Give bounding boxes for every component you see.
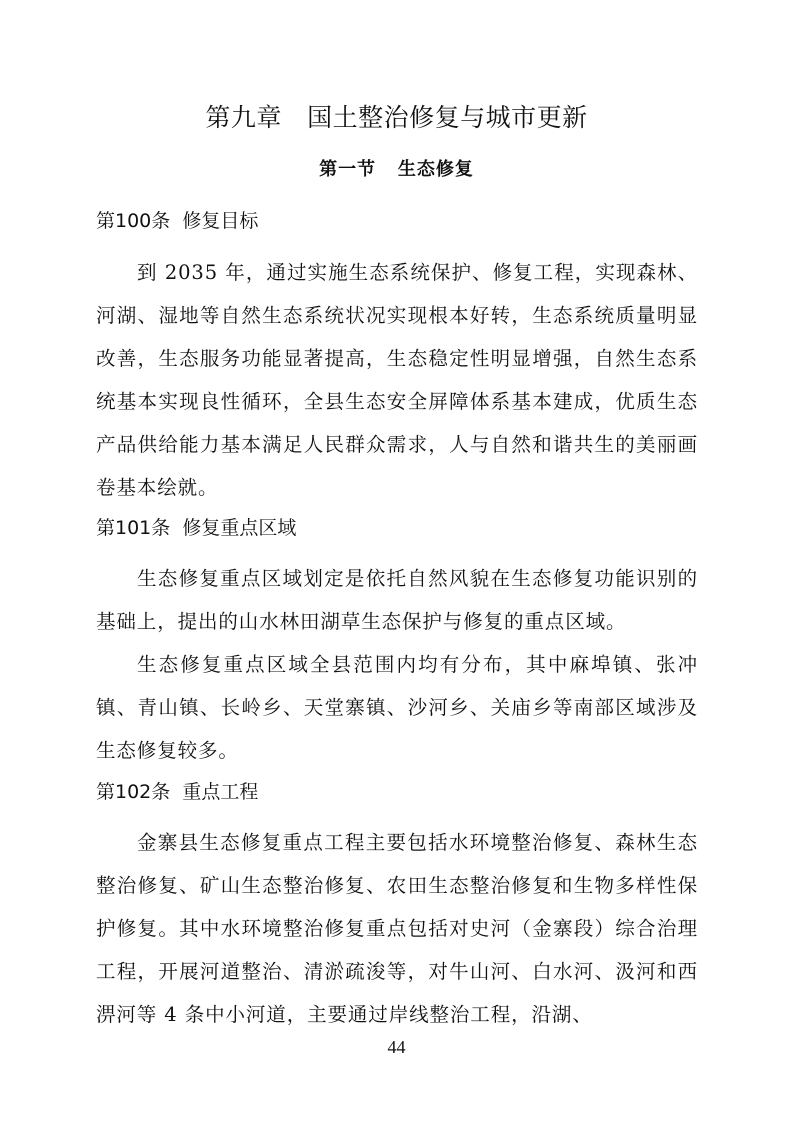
article-100-paragraph-1: 到 2035 年，通过实施生态系统保护、修复工程，实现森林、河湖、湿地等自然生态系统状况实现根本好转，生态系统质量明显改善，生态服务功能显著提高，生态稳定性明显增强，自然生态系统基本实现良性循环，全县生态安全屏障体系基本建成，优质生态产品供给能力基本满足人民群众需求，人与自然和谐共生的美丽画卷基本绘就。 [96,261,698,499]
chapter-title: 第九章 国土整治修复与城市更新 [205,103,588,132]
page-number: 44 [387,1037,406,1057]
article-heading-102: 第102条 重点工程 [96,781,259,803]
article-heading-101: 第101条 修复重点区域 [96,517,297,539]
article-102-paragraph-1: 金寨县生态修复重点工程主要包括水环境整治修复、森林生态整治修复、矿山生态整治修复、农田生态整治修复和生物多样性保护修复。其中水环境整治修复重点包括对史河（金寨段）综合治理工程，开展河道整治、清淤疏浚等，对牛山河、白水河、汲河和西淠河等 4 条中小河道，主要通过岸线整治工程，沿湖、 [96,831,698,1026]
section-title: 第一节 生态修复 [319,159,474,180]
article-101-paragraph-2: 生态修复重点区域全县范围内均有分布，其中麻埠镇、张冲镇、青山镇、长岭乡、天堂寨镇、沙河乡、关庙乡等南部区域涉及生态修复较多。 [96,653,698,762]
article-101-paragraph-1: 生态修复重点区域划定是依托自然风貌在生态修复功能识别的基础上，提出的山水林田湖草生态保护与修复的重点区域。 [96,567,698,633]
article-heading-100: 第100条 修复目标 [96,210,259,232]
